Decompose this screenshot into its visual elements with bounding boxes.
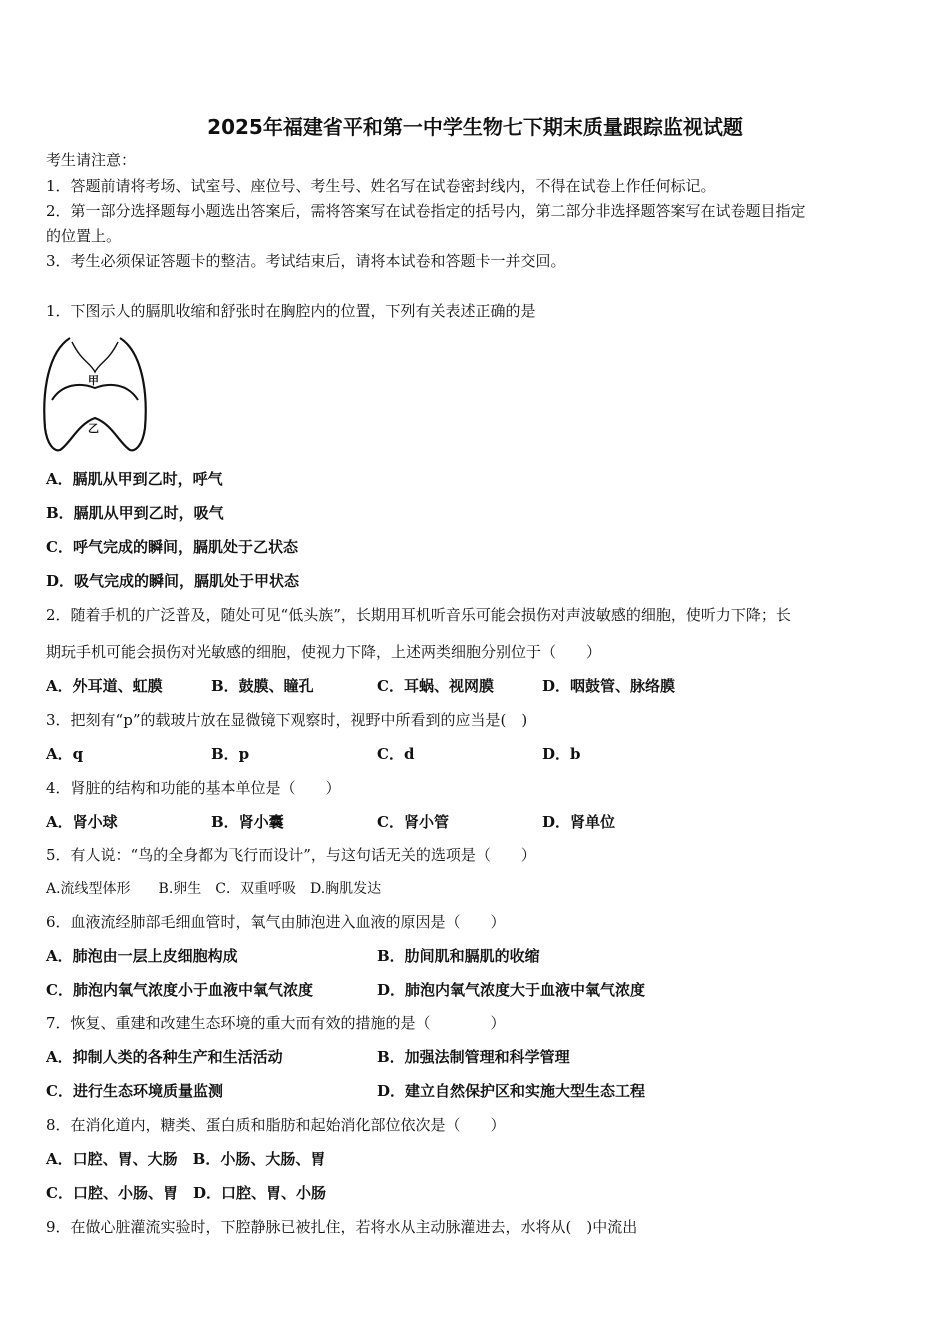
q4-option-b: B．肾小囊 — [211, 813, 284, 831]
figure-label-yi: 乙 — [88, 422, 99, 435]
q1-option-c: C．呼气完成的瞬间，膈肌处于乙状态 — [46, 538, 298, 556]
q8-options-line-1: A．口腔、胃、大肠 B．小肠、大肠、胃 — [46, 1150, 326, 1168]
notice-item-2: 2．第一部分选择题每小题选出答案后，需将答案写在试卷指定的括号内，第二部分非选择题答案写在试卷题目指定 — [46, 202, 806, 220]
notice-item-3: 3．考生必须保证答题卡的整洁。考试结束后，请将本试卷和答题卡一并交回。 — [46, 252, 566, 270]
diaphragm-figure — [40, 332, 150, 456]
q7-option-c: C．进行生态环境质量监测 — [46, 1082, 223, 1100]
figure-label-jia: 甲 — [88, 374, 99, 387]
q4-option-c: C．肾小管 — [377, 813, 449, 831]
q2-option-a: A．外耳道、虹膜 — [46, 677, 163, 695]
q8-options-line-2: C．口腔、小肠、胃 D．口腔、胃、小肠 — [46, 1184, 326, 1202]
q3-option-d: D．b — [542, 745, 581, 763]
q1-option-b: B．膈肌从甲到乙时，吸气 — [46, 504, 224, 522]
q4-option-a: A．肾小球 — [46, 813, 118, 831]
q3-option-b: B．p — [211, 745, 250, 763]
q2-option-b: B．鼓膜、瞳孔 — [211, 677, 314, 695]
question-1-stem: 1．下图示人的膈肌收缩和舒张时在胸腔内的位置，下列有关表述正确的是 — [46, 302, 536, 320]
q5-options: A.流线型体形 B.卵生 C．双重呼吸 D.胸肌发达 — [46, 881, 382, 897]
question-7-stem: 7．恢复、重建和改建生态环境的重大而有效的措施的是（ ） — [46, 1014, 506, 1032]
q3-option-c: C．d — [377, 745, 415, 763]
notice-item-2-cont: 的位置上。 — [46, 227, 122, 245]
q7-option-b: B．加强法制管理和科学管理 — [377, 1048, 570, 1066]
question-2-stem-cont: 期玩手机可能会损伤对光敏感的细胞，使视力下降，上述两类细胞分别位于（ ） — [46, 643, 602, 661]
q2-option-d: D．咽鼓管、脉络膜 — [542, 677, 676, 695]
notice-item-1: 1．答题前请将考场、试室号、座位号、考生号、姓名写在试卷密封线内，不得在试卷上作任何标记。 — [46, 177, 716, 195]
question-2-stem: 2．随着手机的广泛普及，随处可见“低头族”，长期用耳机听音乐可能会损伤对声波敏感的细胞，使听力下降；长 — [46, 606, 791, 624]
q6-option-c: C．肺泡内氧气浓度小于血液中氧气浓度 — [46, 981, 313, 999]
question-8-stem: 8．在消化道内，糖类、蛋白质和脂肪和起始消化部位依次是（ ） — [46, 1116, 506, 1134]
q7-option-a: A．抑制人类的各种生产和生活活动 — [46, 1048, 283, 1066]
q2-option-c: C．耳蜗、视网膜 — [377, 677, 494, 695]
notice-heading: 考生请注意： — [46, 151, 137, 169]
q1-option-a: A．膈肌从甲到乙时，呼气 — [46, 470, 223, 488]
question-3-stem: 3．把刻有“p”的载玻片放在显微镜下观察时，视野中所看到的应当是( ) — [46, 711, 528, 729]
question-5-stem: 5．有人说：“鸟的全身都为飞行而设计”，与这句话无关的选项是（ ） — [46, 846, 536, 864]
q6-option-a: A．肺泡由一层上皮细胞构成 — [46, 947, 238, 965]
q1-option-d: D．吸气完成的瞬间，膈肌处于甲状态 — [46, 572, 300, 590]
question-9-stem: 9．在做心脏灌流实验时，下腔静脉已被扎住，若将水从主动脉灌进去，水将从( )中流出 — [46, 1218, 638, 1236]
q7-option-d: D．建立自然保护区和实施大型生态工程 — [377, 1082, 646, 1100]
question-4-stem: 4．肾脏的结构和功能的基本单位是（ ） — [46, 779, 341, 797]
q6-option-b: B．肋间肌和膈肌的收缩 — [377, 947, 540, 965]
q6-option-d: D．肺泡内氧气浓度大于血液中氧气浓度 — [377, 981, 646, 999]
question-6-stem: 6．血液流经肺部毛细血管时，氧气由肺泡进入血液的原因是（ ） — [46, 913, 506, 931]
q3-option-a: A．q — [46, 745, 84, 763]
page-title: 2025年福建省平和第一中学生物七下期末质量跟踪监视试题 — [207, 115, 743, 139]
q4-option-d: D．肾单位 — [542, 813, 616, 831]
